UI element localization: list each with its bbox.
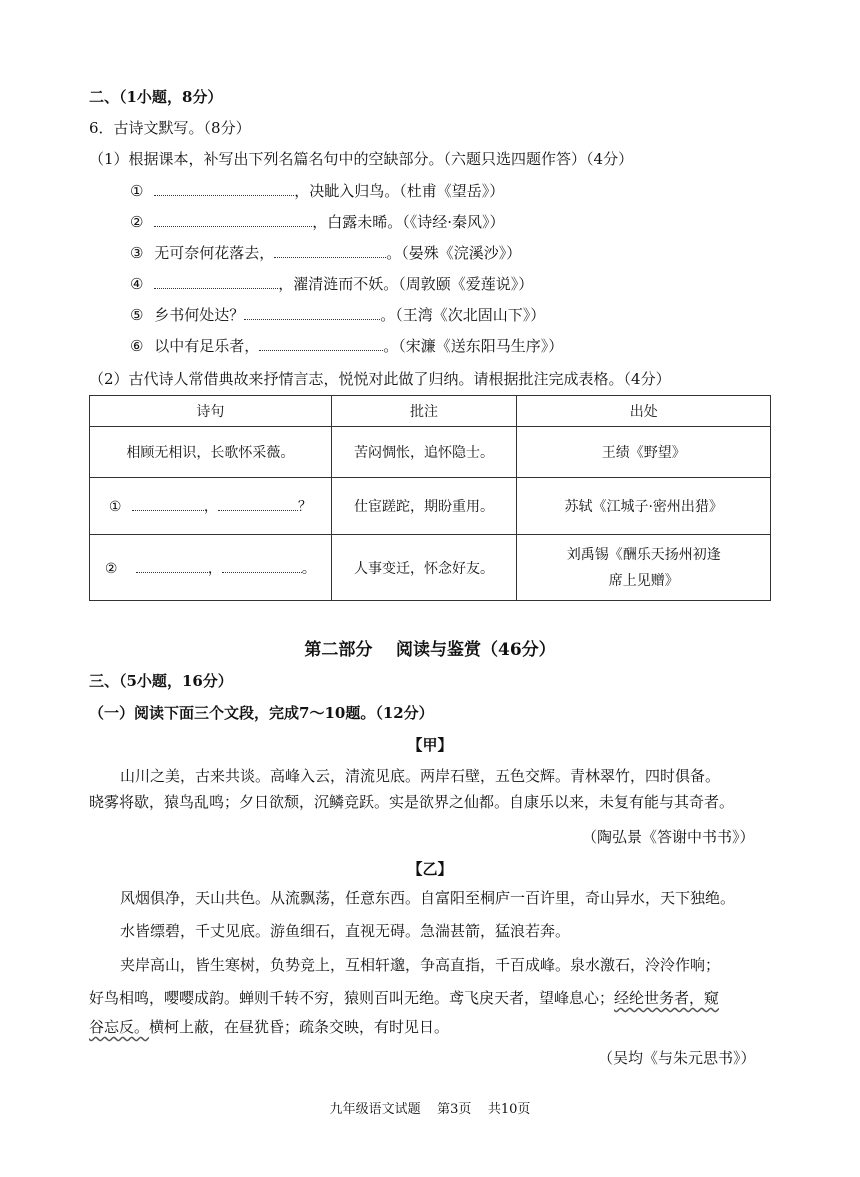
item-text: ，濯清涟而不妖。（周敦颐《爱莲说》） [278,275,534,293]
answer-blank[interactable] [136,558,208,573]
table-cell-source: 苏轼《江城子·密州出猎》 [517,478,771,535]
answer-blank[interactable] [154,212,312,227]
item-text: 无可奈何花落去， [154,244,275,262]
item-text: ，决眦入归鸟。（杜甫《望岳》） [294,182,505,200]
table-cell-poem [90,535,332,601]
passage-yi-source: （吴均《与朱元思书》） [598,1049,756,1067]
section-heading-2: 二、（1小题，8分） [89,88,223,106]
passage-text: 好鸟相鸣，嘤嘤成韵。蝉则千转不穷，猿则百叫无绝。鸢飞戾天者，望峰息心； [89,989,615,1007]
item-number: ② [104,560,118,577]
passage-label-yi: 【乙】 [407,860,453,878]
item-number: ⑥ [130,337,144,355]
passage-label-jia: 【甲】 [407,736,453,754]
passage-yi-line: 水皆缥碧，千丈见底。游鱼细石，直视无碍。急湍甚箭，猛浪若奔。 [120,922,571,940]
passage-yi-line: 夹岸高山，皆生寒树，负势竞上，互相轩邈，争高直指，千百成峰。泉水激石，泠泠作响； [120,956,721,974]
answer-blank[interactable] [154,181,294,196]
passage-yi-line [89,987,719,1009]
item-text: 乡书何处达？ [154,306,245,324]
section-heading-3: 三、（5小题，16分） [89,672,233,690]
item-number: ① [130,182,144,200]
part-two-heading: 第二部分 阅读与鉴赏（46分） [304,640,556,660]
answer-blank[interactable] [244,305,380,320]
answer-blank[interactable] [154,274,278,289]
table-cell-note: 人事变迁，怀念好友。 [331,535,517,601]
page-footer: 九年级语文试题 第3页 共10页 [329,1102,531,1117]
item-text: 。（宋濂《送东阳马生序》） [383,337,564,355]
passage-jia-line: 晓雾将歇，猿鸟乱鸣；夕日欲颓，沉鳞竞跃。实是欲界之仙都。自康乐以来，未复有能与其奇者。 [89,793,735,811]
passage-yi-line [89,1016,449,1038]
item-text: 。（晏殊《浣溪沙》） [386,244,522,262]
separator: ， [207,560,222,577]
end-punct: 。 [301,560,316,577]
passage-jia-line: 山川之美，古来共谈。高峰入云，清流见底。两岸石壁，五色交辉。青林翠竹，四时俱备。 [120,767,721,785]
item-number: ③ [130,244,144,262]
table-header: 批注 [331,396,517,427]
answer-blank[interactable] [259,336,383,351]
table-cell-note: 仕宦蹉跎，期盼重用。 [331,478,517,535]
item-text: ，白露未晞。（《诗经·秦风》） [312,213,505,231]
fill-item-4 [130,273,533,295]
end-punct: ？ [297,499,312,515]
answer-blank[interactable] [274,243,386,258]
table-cell-source [517,535,771,601]
item-number: ② [130,213,144,231]
answer-blank[interactable] [132,496,204,511]
fill-item-2 [130,211,505,233]
fill-item-1 [130,180,504,202]
answer-blank[interactable] [222,558,302,573]
table-cell-note: 苦闷惆怅，追怀隐士。 [331,427,517,478]
table-cell-poem: 相顾无相识，长歌怀采薇。 [90,427,332,478]
fill-item-3 [130,242,521,264]
source-line: 席上见赠》 [608,572,679,589]
item-number: ⑤ [130,306,144,324]
source-line: 刘禹锡《酬乐天扬州初逢 [566,546,721,563]
table-row [90,427,771,478]
passage-yi-line: 风烟俱净，天山共色。从流飘荡，任意东西。自富阳至桐庐一百许里，奇山异水，天下独绝。 [120,889,736,907]
fill-item-6 [130,335,563,357]
separator: ， [203,499,218,515]
table-cell-source: 王绩《野望》 [517,427,771,478]
table-header-row [90,396,771,427]
table-row [90,535,771,601]
passage-jia-source: （陶弘景《答谢中书书》） [582,828,755,846]
part2-title: （2）古代诗人常借典故来抒情言志，悦悦对此做了归纳。请根据批注完成表格。（4分） [89,370,671,388]
item-number: ④ [130,275,144,293]
part1-title: （1）根据课本，补写出下列名篇名句中的空缺部分。（六题只选四题作答）（4分） [89,150,634,168]
table-header: 出处 [517,396,771,427]
wavy-underlined-text: 谷忘反。 [89,1018,150,1036]
item-text: 以中有足乐者， [154,337,260,355]
table-cell-poem [90,478,332,535]
reading-instructions: （一）阅读下面三个文段，完成7～10题。（12分） [89,704,434,722]
fill-item-5 [130,304,545,326]
table-row [90,478,771,535]
item-text: 。（王湾《次北固山下》） [380,306,546,324]
allusion-table [89,395,771,601]
answer-blank[interactable] [218,496,298,511]
question-6-title: 6．古诗文默写。（8分） [89,119,251,137]
passage-text: 横柯上蔽，在昼犹昏；疏条交映，有时见日。 [149,1018,450,1036]
item-number: ① [108,499,122,515]
table-header: 诗句 [90,396,332,427]
wavy-underlined-text: 经纶世务者，窥 [614,989,720,1007]
